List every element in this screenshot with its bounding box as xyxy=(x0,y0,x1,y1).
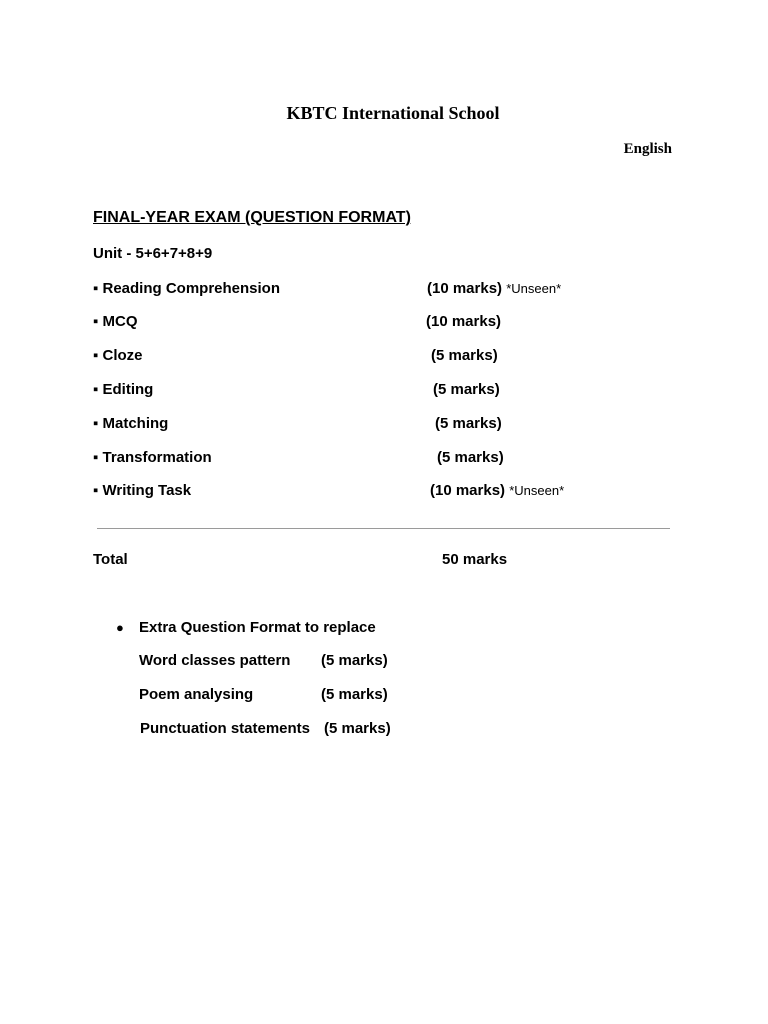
unit-line: Unit - 5+6+7+8+9 xyxy=(93,245,213,262)
item-marks-cloze: (5 marks) xyxy=(431,347,498,364)
item-label-editing: ▪ Editing xyxy=(93,381,154,398)
total-value: 50 marks xyxy=(442,551,508,568)
item-label-mcq: ▪ MCQ xyxy=(93,313,138,330)
item-label-matching: ▪ Matching xyxy=(93,415,169,432)
item-marks-matching: (5 marks) xyxy=(435,415,502,432)
total-label: Total xyxy=(93,551,128,568)
item-marks-reading xyxy=(427,280,561,297)
bullet-icon: ● xyxy=(116,620,124,635)
item-note: *Unseen* xyxy=(506,281,562,296)
item-label-transformation: ▪ Transformation xyxy=(93,449,212,466)
subject-label: English xyxy=(623,141,672,157)
extra-heading: Extra Question Format to replace xyxy=(139,619,376,636)
school-name: KBTC International School xyxy=(286,103,500,123)
item-note: *Unseen* xyxy=(509,483,565,498)
exam-title: FINAL-YEAR EXAM (QUESTION FORMAT) xyxy=(93,209,411,226)
item-label-reading: ▪ Reading Comprehension xyxy=(93,280,281,297)
item-marks-transformation: (5 marks) xyxy=(437,449,504,466)
extra-item-marks: (5 marks) xyxy=(321,686,388,703)
item-label-cloze: ▪ Cloze xyxy=(93,347,143,364)
item-label-writing: ▪ Writing Task xyxy=(93,482,192,499)
extra-item-label: Punctuation statements xyxy=(140,720,311,737)
item-marks-writing xyxy=(430,482,564,499)
extra-item-label: Word classes pattern xyxy=(139,652,291,669)
item-marks-value: (10 marks) xyxy=(430,482,506,499)
extra-item-marks: (5 marks) xyxy=(321,652,388,669)
extra-item-marks: (5 marks) xyxy=(324,720,391,737)
item-marks-mcq: (10 marks) xyxy=(426,313,502,330)
item-marks-editing: (5 marks) xyxy=(433,381,500,398)
extra-item-label: Poem analysing xyxy=(139,686,254,703)
divider xyxy=(97,528,670,529)
item-marks-value: (10 marks) xyxy=(427,280,503,297)
